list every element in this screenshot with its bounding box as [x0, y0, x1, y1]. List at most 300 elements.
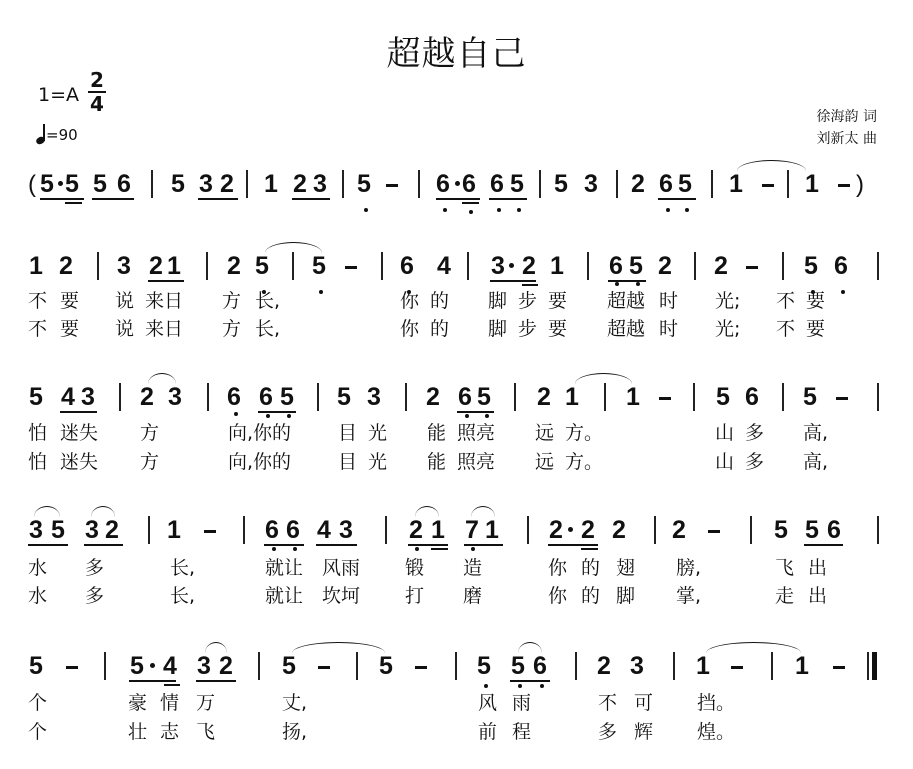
- lyric-syllable: 你: [548, 585, 568, 607]
- note: 2: [658, 252, 672, 280]
- lyric-syllable: 超越: [607, 290, 646, 312]
- lyric-syllable: 时: [659, 290, 679, 312]
- lyricist-credit: 徐海韵 词: [816, 109, 877, 125]
- sixteenth-underline: [164, 684, 180, 686]
- lyric-syllable: 光: [368, 422, 388, 444]
- barline: [104, 652, 106, 680]
- note: 5: [312, 252, 326, 280]
- lyric-syllable: 就让: [265, 585, 304, 607]
- note: 6: [265, 516, 279, 544]
- lyric-syllable: 膀,: [676, 557, 702, 579]
- sustain-dash: [659, 397, 671, 400]
- lyric-syllable: 磨: [463, 585, 483, 607]
- lyric-syllable: 程: [512, 721, 532, 743]
- note: 5: [774, 516, 788, 544]
- time-signature-denominator: 4: [90, 92, 104, 116]
- barline: [148, 516, 150, 544]
- note: 4: [163, 652, 177, 680]
- low-octave-dot: [517, 208, 521, 212]
- low-octave-dot: [485, 414, 489, 418]
- barline: [514, 383, 516, 411]
- lyric-syllable: 的: [581, 557, 601, 579]
- note: 2: [105, 516, 119, 544]
- sustain-dash: [838, 184, 850, 187]
- note: 6: [609, 252, 623, 280]
- sustain-dash: [746, 266, 758, 269]
- eighth-underline: [658, 198, 696, 200]
- note: 2: [537, 383, 551, 411]
- eighth-underline: [608, 280, 646, 282]
- barline: [877, 252, 879, 280]
- barline: [539, 170, 541, 198]
- lyric-syllable: 多: [85, 557, 105, 579]
- lyric-syllable: 长,: [170, 585, 196, 607]
- barline: [877, 516, 879, 544]
- note: 2: [59, 252, 73, 280]
- note: 1: [264, 170, 278, 198]
- lyric-syllable: 要: [548, 290, 568, 312]
- lyric-syllable: 丈,: [282, 692, 308, 714]
- lyric-syllable: 可: [634, 692, 654, 714]
- sustain-dash: [731, 666, 743, 669]
- low-octave-dot: [484, 684, 488, 688]
- note: 6: [117, 170, 131, 198]
- lyric-syllable: 长,: [255, 290, 281, 312]
- lyric-syllable: 说: [115, 290, 135, 312]
- lyric-syllable: 怕: [28, 451, 48, 473]
- lyric-syllable: 照亮: [457, 451, 496, 473]
- low-octave-dot: [471, 547, 475, 551]
- note: 6: [259, 383, 273, 411]
- lyric-syllable: 走: [775, 585, 795, 607]
- tempo-value: =90: [46, 126, 78, 144]
- lyric-syllable: 来日: [145, 290, 184, 312]
- note: 2: [293, 170, 307, 198]
- note: 2: [549, 516, 563, 544]
- lyric-syllable: 光;: [715, 290, 741, 312]
- barline: [587, 252, 589, 280]
- lyric-syllable: 挡。: [697, 692, 736, 714]
- quarter-note-icon: [36, 124, 46, 144]
- time-signature: [88, 70, 106, 114]
- lyric-syllable: 就让: [265, 557, 304, 579]
- note: 2: [714, 252, 728, 280]
- note: 2: [672, 516, 686, 544]
- lyric-syllable: 志: [160, 721, 180, 743]
- lyric-syllable: 方: [140, 422, 160, 444]
- note: 5: [511, 652, 525, 680]
- lyric-syllable: 说: [115, 318, 135, 340]
- composer-credit: 刘新太 曲: [816, 131, 877, 147]
- barline: [604, 383, 606, 411]
- slur-arc: [91, 506, 115, 517]
- note: 5: [130, 652, 144, 680]
- barline: [317, 383, 319, 411]
- barline: [243, 516, 245, 544]
- lyric-syllable: 坎坷: [322, 585, 361, 607]
- barline: [527, 516, 529, 544]
- lyric-syllable: 目: [338, 422, 358, 444]
- lyric-syllable: 豪: [128, 692, 148, 714]
- eighth-underline: [129, 680, 176, 682]
- tempo-marking: [36, 124, 78, 144]
- barline: [693, 383, 695, 411]
- sixteenth-underline: [581, 548, 598, 550]
- note: 3: [584, 170, 598, 198]
- barline: [455, 652, 457, 680]
- lyric-syllable: 水: [28, 585, 48, 607]
- note: 1: [696, 652, 710, 680]
- low-octave-dot: [287, 414, 291, 418]
- low-octave-dot: [415, 547, 419, 551]
- barline: [246, 170, 248, 198]
- note: 5: [510, 170, 524, 198]
- sustain-dash: [345, 266, 357, 269]
- lyric-syllable: 方: [222, 290, 242, 312]
- low-octave-dot: [841, 290, 845, 294]
- lyric-syllable: 的: [430, 290, 450, 312]
- lyric-syllable: 向,你的: [228, 451, 292, 473]
- note: 6: [400, 252, 414, 280]
- note: 3: [199, 170, 213, 198]
- note: 2: [140, 383, 154, 411]
- slur-arc: [471, 506, 495, 517]
- note: 5: [803, 383, 817, 411]
- note: 2: [631, 170, 645, 198]
- barline: [616, 170, 618, 198]
- lyric-syllable: 要: [60, 290, 80, 312]
- barline: [405, 383, 407, 411]
- sixteenth-underline: [522, 284, 538, 286]
- slur-arc: [34, 506, 60, 517]
- lyric-syllable: 能: [427, 422, 447, 444]
- note: 5: [554, 170, 568, 198]
- sustain-dash: [204, 530, 216, 533]
- note: 5: [171, 170, 185, 198]
- lyric-syllable: 远: [535, 422, 555, 444]
- note: 5: [282, 652, 296, 680]
- note: 6: [827, 516, 841, 544]
- slur-arc: [415, 506, 439, 517]
- song-title: 超越自己: [386, 34, 527, 74]
- eighth-underline: [316, 544, 357, 546]
- low-octave-dot: [266, 414, 270, 418]
- note: 3: [168, 383, 182, 411]
- lyric-syllable: 光: [368, 451, 388, 473]
- lyric-syllable: 风: [478, 692, 498, 714]
- note: 2: [426, 383, 440, 411]
- lyric-syllable: 来日: [145, 318, 184, 340]
- lyric-syllable: 照亮: [457, 422, 496, 444]
- lyric-syllable: 能: [427, 451, 447, 473]
- lyric-syllable: 山: [715, 422, 735, 444]
- low-octave-dot: [615, 282, 619, 286]
- note: 5: [477, 383, 491, 411]
- lyric-syllable: 你: [548, 557, 568, 579]
- note: 2: [409, 516, 423, 544]
- note: 1: [550, 252, 564, 280]
- sustain-dash: [66, 666, 78, 669]
- augmentation-dot: [150, 663, 155, 668]
- note: 6: [533, 652, 547, 680]
- note: 2: [227, 252, 241, 280]
- augmentation-dot: [58, 181, 63, 186]
- sustain-dash: [836, 397, 848, 400]
- slur-arc: [706, 642, 801, 653]
- eighth-underline: [148, 280, 184, 282]
- note: 5: [280, 383, 294, 411]
- sustain-dash: [318, 666, 330, 669]
- note: 1: [167, 516, 181, 544]
- note: 4: [61, 383, 75, 411]
- note: 3: [85, 516, 99, 544]
- repeat-parenthesis: ): [856, 171, 864, 198]
- low-octave-dot: [272, 547, 276, 551]
- note: 5: [716, 383, 730, 411]
- note: 1: [485, 516, 499, 544]
- lyric-syllable: 情: [160, 692, 180, 714]
- eighth-underline: [60, 411, 97, 413]
- note: 5: [93, 170, 107, 198]
- low-octave-dot: [443, 208, 447, 212]
- lyric-syllable: 不: [598, 692, 618, 714]
- note: 2: [597, 652, 611, 680]
- lyric-syllable: 多: [85, 585, 105, 607]
- note: 5: [40, 170, 54, 198]
- note: 5: [255, 252, 269, 280]
- lyric-syllable: 你: [400, 318, 420, 340]
- lyric-syllable: 长,: [170, 557, 196, 579]
- lyric-syllable: 方。: [565, 422, 604, 444]
- slur-arc: [518, 642, 542, 653]
- barline: [771, 652, 773, 680]
- lyric-syllable: 目: [338, 451, 358, 473]
- note: 5: [629, 252, 643, 280]
- note: 5: [805, 516, 819, 544]
- barline: [694, 252, 696, 280]
- lyric-syllable: 不: [28, 318, 48, 340]
- note: 3: [197, 652, 211, 680]
- note: 6: [745, 383, 759, 411]
- note: 1: [565, 383, 579, 411]
- lyric-syllable: 出: [808, 585, 828, 607]
- lyric-syllable: 迷失: [60, 451, 99, 473]
- sustain-dash: [762, 184, 774, 187]
- note: 1: [795, 652, 809, 680]
- lyric-syllable: 个: [28, 721, 48, 743]
- eighth-underline: [196, 680, 236, 682]
- lyric-syllable: 壮: [128, 721, 148, 743]
- barline: [381, 252, 383, 280]
- note: 4: [317, 516, 331, 544]
- low-octave-dot: [293, 547, 297, 551]
- barline: [673, 652, 675, 680]
- eighth-underline: [510, 680, 550, 682]
- barline: [782, 252, 784, 280]
- lyric-syllable: 步: [518, 318, 538, 340]
- note: 3: [491, 252, 505, 280]
- lyric-syllable: 要: [548, 318, 568, 340]
- sixteenth-underline: [65, 202, 82, 204]
- note: 6: [659, 170, 673, 198]
- lyric-syllable: 打: [405, 585, 425, 607]
- eighth-underline: [84, 544, 123, 546]
- barline: [654, 516, 656, 544]
- eighth-underline: [292, 198, 330, 200]
- note: 6: [436, 170, 450, 198]
- note: 3: [630, 652, 644, 680]
- lyric-syllable: 时: [659, 318, 679, 340]
- lyric-syllable: 脚: [488, 290, 508, 312]
- note: 6: [834, 252, 848, 280]
- eighth-underline: [804, 544, 843, 546]
- eighth-underline: [28, 544, 68, 546]
- lyric-syllable: 脚: [616, 585, 636, 607]
- note: 2: [220, 170, 234, 198]
- lyric-syllable: 多: [745, 451, 765, 473]
- lyric-syllable: 掌,: [676, 585, 702, 607]
- sustain-dash: [415, 666, 427, 669]
- note: 1: [29, 252, 43, 280]
- barline: [385, 516, 387, 544]
- lyric-syllable: 方: [140, 451, 160, 473]
- note: 2: [149, 252, 163, 280]
- lyric-syllable: 要: [806, 318, 826, 340]
- key-signature: 1=A: [38, 84, 80, 106]
- low-octave-dot: [636, 282, 640, 286]
- lyric-syllable: 高,: [803, 422, 829, 444]
- lyric-syllable: 飞: [196, 721, 216, 743]
- lyric-syllable: 不: [28, 290, 48, 312]
- note: 4: [437, 252, 451, 280]
- low-octave-dot: [518, 684, 522, 688]
- low-octave-dot: [540, 684, 544, 688]
- lyric-syllable: 脚: [488, 318, 508, 340]
- slur-arc: [205, 642, 227, 653]
- note: 2: [522, 252, 536, 280]
- eighth-underline: [92, 198, 134, 200]
- lyric-syllable: 前: [478, 721, 498, 743]
- barline: [206, 252, 208, 280]
- lyric-syllable: 翅: [616, 557, 636, 579]
- lyric-syllable: 方: [222, 318, 242, 340]
- lyric-syllable: 多: [745, 422, 765, 444]
- note: 3: [117, 252, 131, 280]
- eighth-underline: [457, 411, 494, 413]
- note: 5: [379, 652, 393, 680]
- lyric-syllable: 山: [715, 451, 735, 473]
- eighth-underline: [198, 198, 238, 200]
- lyric-syllable: 多: [598, 721, 618, 743]
- low-octave-dot: [469, 210, 473, 214]
- note: 1: [167, 252, 181, 280]
- lyric-syllable: 长,: [255, 318, 281, 340]
- note: 3: [29, 516, 43, 544]
- lyric-syllable: 向,你的: [228, 422, 292, 444]
- low-octave-dot: [234, 412, 238, 416]
- low-octave-dot: [465, 414, 469, 418]
- lyric-syllable: 水: [28, 557, 48, 579]
- note: 7: [465, 516, 479, 544]
- low-octave-dot: [685, 208, 689, 212]
- repeat-parenthesis: (: [28, 171, 36, 198]
- eighth-underline: [436, 198, 480, 200]
- lyric-syllable: 方。: [565, 451, 604, 473]
- barline: [750, 516, 752, 544]
- barline: [711, 170, 713, 198]
- note: 5: [804, 252, 818, 280]
- lyric-syllable: 迷失: [60, 422, 99, 444]
- eighth-underline: [40, 198, 84, 200]
- credits: [817, 106, 877, 150]
- lyric-syllable: 飞: [775, 557, 795, 579]
- time-signature-numerator: 2: [90, 68, 104, 92]
- lyric-syllable: 锻: [405, 557, 425, 579]
- barline: [207, 383, 209, 411]
- lyric-syllable: 怕: [28, 422, 48, 444]
- barline: [877, 383, 879, 411]
- slur-arc: [148, 373, 176, 384]
- note: 3: [367, 383, 381, 411]
- note: 5: [357, 170, 371, 198]
- lyric-syllable: 辉: [634, 721, 654, 743]
- low-octave-dot: [666, 208, 670, 212]
- note: 3: [313, 170, 327, 198]
- augmentation-dot: [568, 527, 573, 532]
- note: 3: [81, 383, 95, 411]
- note: 2: [612, 516, 626, 544]
- lyric-syllable: 煌。: [697, 721, 736, 743]
- lyric-syllable: 超越: [607, 318, 646, 340]
- lyric-syllable: 万: [196, 692, 216, 714]
- eighth-underline: [408, 544, 448, 546]
- barline: [258, 652, 260, 680]
- barline: [356, 652, 358, 680]
- note: 5: [29, 383, 43, 411]
- eighth-underline: [489, 198, 527, 200]
- note: 1: [626, 383, 640, 411]
- note: 6: [490, 170, 504, 198]
- note: 6: [227, 383, 241, 411]
- lyric-syllable: 光;: [715, 318, 741, 340]
- low-octave-dot: [319, 290, 323, 294]
- barline: [342, 170, 344, 198]
- augmentation-dot: [509, 263, 514, 268]
- slur-arc: [265, 242, 322, 253]
- lyric-syllable: 步: [518, 290, 538, 312]
- lyric-syllable: 个: [28, 692, 48, 714]
- barline: [292, 252, 294, 280]
- sustain-dash: [386, 184, 398, 187]
- lyric-syllable: 的: [430, 318, 450, 340]
- eighth-underline: [490, 280, 536, 282]
- barline: [575, 652, 577, 680]
- sustain-dash: [708, 530, 720, 533]
- note: 5: [678, 170, 692, 198]
- note: 2: [219, 652, 233, 680]
- lyric-syllable: 不: [776, 290, 796, 312]
- eighth-underline: [264, 544, 304, 546]
- low-octave-dot: [497, 208, 501, 212]
- barline: [787, 170, 789, 198]
- barline: [119, 383, 121, 411]
- low-octave-dot: [364, 208, 368, 212]
- lyric-syllable: 的: [581, 585, 601, 607]
- eighth-underline: [548, 544, 598, 546]
- sustain-dash: [833, 666, 845, 669]
- lyric-syllable: 要: [806, 290, 826, 312]
- augmentation-dot: [455, 181, 460, 186]
